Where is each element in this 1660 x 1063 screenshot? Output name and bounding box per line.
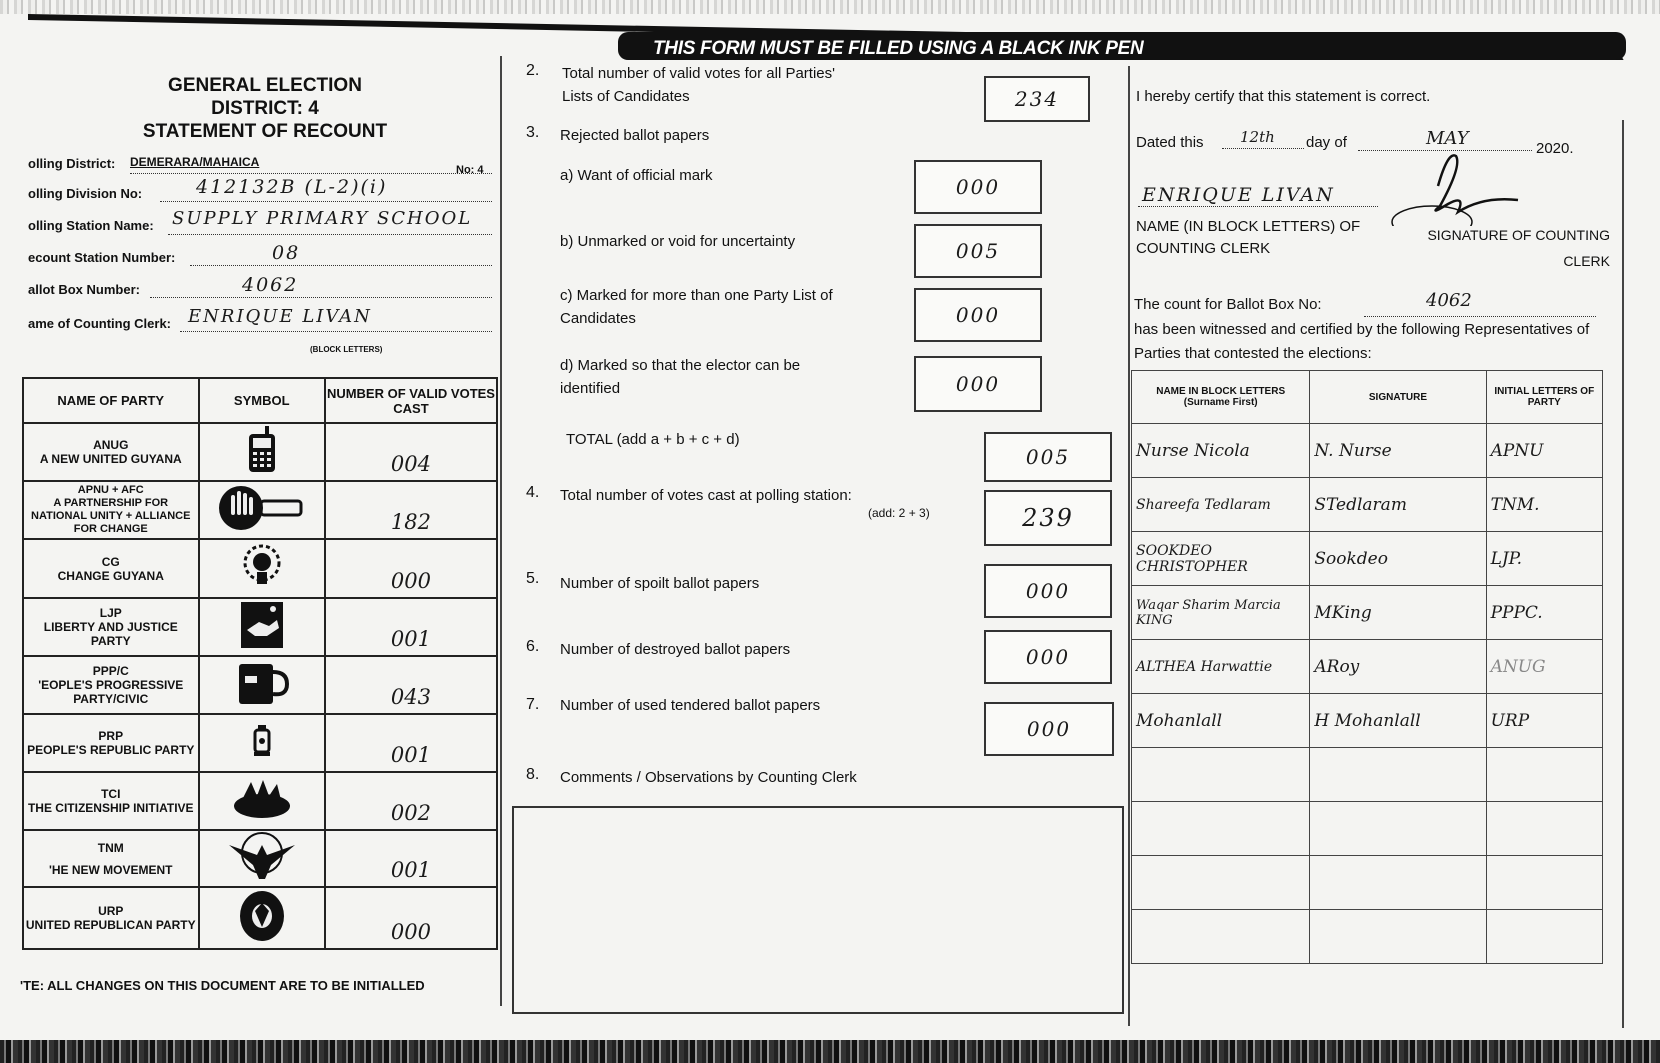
votes-cell: 001 <box>325 830 497 887</box>
header-symbol: SYMBOL <box>199 378 325 423</box>
ballot-box-label: allot Box Number: <box>28 282 140 297</box>
item-3d-text: d) Marked so that the elector can be identified <box>560 357 801 397</box>
votes-cell: 043 <box>325 656 497 714</box>
name-label: NAME (IN BLOCK LETTERS) OF COUNTING CLERK <box>1136 218 1361 257</box>
rep-signature[interactable] <box>1310 802 1486 856</box>
votes-cell: 000 <box>325 539 497 598</box>
divider-left <box>500 56 502 1006</box>
title-line-2: DISTRICT: 4 <box>211 98 319 119</box>
clerk-name-line <box>1138 206 1378 207</box>
item-8-number: 8. <box>526 766 540 783</box>
polling-station-value: SUPPLY PRIMARY SCHOOL <box>172 208 473 229</box>
item-7-text: Number of used tendered ballot papers <box>560 697 821 714</box>
rep-signature: ARoy <box>1310 640 1486 694</box>
district-number: No: 4 <box>456 164 484 176</box>
rep-row <box>1132 748 1603 802</box>
phone-icon <box>199 423 325 481</box>
party-fullname: LIBERTY AND JUSTICE PARTY <box>43 620 178 648</box>
party-abbr: PRP <box>98 729 124 743</box>
item-7-number: 7. <box>526 696 540 713</box>
rep-signature: N. Nurse <box>1310 424 1486 478</box>
rep-party: TNM. <box>1486 478 1602 532</box>
emblem-icon <box>199 887 325 949</box>
reps-header-signature: SIGNATURE <box>1310 371 1486 424</box>
votes-cell: 004 <box>325 423 497 481</box>
lantern-icon <box>199 714 325 772</box>
votes-cell: 001 <box>325 598 497 656</box>
rep-row <box>1132 586 1603 640</box>
witness-text: has been witnessed and certified by the following Representatives of Parties that contested the elections: <box>1134 321 1590 362</box>
item-3a-text: a) Want of official mark <box>560 167 713 184</box>
party-fullname: UNITED REPUBLICAN PARTY <box>25 918 196 932</box>
divider-outer-right <box>1622 120 1624 1028</box>
tendered-ballots-box: 000 <box>984 702 1114 756</box>
rep-name: SOOKDEO CHRISTOPHER <box>1132 532 1310 586</box>
banner-text: THIS FORM MUST BE FILLED USING A BLACK INK PEN <box>653 38 1144 59</box>
rep-name: Waqar Sharim Marcia KING <box>1132 586 1310 640</box>
cup-icon <box>199 656 325 714</box>
count-box-line <box>1364 316 1596 317</box>
changes-note: 'TE: ALL CHANGES ON THIS DOCUMENT ARE TO BE INITIALLED <box>20 978 425 993</box>
party-fullname: A PARTNERSHIP FOR NATIONAL UNITY + ALLIANCE FOR CHANGE <box>31 497 191 535</box>
rep-row <box>1132 694 1603 748</box>
votes-cell: 182 <box>325 481 497 539</box>
party-cell <box>23 714 199 772</box>
rep-name[interactable] <box>1132 748 1310 802</box>
party-fullname: A NEW UNITED GUYANA <box>39 452 182 466</box>
rep-party: URP <box>1486 694 1602 748</box>
party-abbr: TCI <box>101 787 121 801</box>
elector-identified-box: 000 <box>914 356 1042 412</box>
dated-year: 2020. <box>1536 140 1574 157</box>
spoilt-ballots-box: 000 <box>984 564 1112 618</box>
header-party-name: NAME OF PARTY <box>23 378 199 423</box>
rep-signature[interactable] <box>1310 856 1486 910</box>
party-row <box>23 656 497 714</box>
rep-row <box>1132 856 1603 910</box>
recount-station-value: 08 <box>272 242 301 264</box>
clerk-block-name: ENRIQUE LIVAN <box>1142 184 1335 206</box>
party-abbr: TNM <box>97 840 124 855</box>
rep-row <box>1132 640 1603 694</box>
party-row <box>23 598 497 656</box>
clerk-line <box>180 331 492 332</box>
rep-row <box>1132 802 1603 856</box>
party-abbr: CG <box>101 554 120 569</box>
block-letters-note: (BLOCK LETTERS) <box>310 345 383 354</box>
party-fullname: 'HE NEW MOVEMENT <box>48 862 173 877</box>
valid-votes-box: 234 <box>984 76 1090 122</box>
party-row <box>23 539 497 598</box>
party-abbr: URP <box>98 904 124 918</box>
recount-station-label: ecount Station Number: <box>28 250 176 265</box>
rep-party: ANUG <box>1486 640 1602 694</box>
dated-month: MAY <box>1426 128 1469 149</box>
dated-label: Dated this <box>1136 134 1204 151</box>
want-official-mark-box: 000 <box>914 160 1042 214</box>
divider-right <box>1128 66 1130 1026</box>
rejected-total-box: 005 <box>984 432 1112 482</box>
party-cell <box>23 481 199 539</box>
item-6-text: Number of destroyed ballot papers <box>560 641 791 658</box>
rep-name: Nurse Nicola <box>1132 424 1310 478</box>
rep-signature[interactable] <box>1310 748 1486 802</box>
rep-signature[interactable] <box>1310 910 1486 964</box>
rep-row <box>1132 478 1603 532</box>
rep-name[interactable] <box>1132 910 1310 964</box>
rep-signature: H Mohanlall <box>1310 694 1486 748</box>
recount-line <box>190 265 492 266</box>
item-5-number: 5. <box>526 570 540 587</box>
more-than-one-box: 000 <box>914 288 1042 342</box>
handshake-icon <box>199 598 325 656</box>
count-label: The count for Ballot Box No: <box>1134 296 1322 313</box>
item-3c-text: c) Marked for more than one Party List of Candidates <box>560 287 833 327</box>
party-cell <box>23 830 199 887</box>
votes-cell: 001 <box>325 714 497 772</box>
party-cell <box>23 656 199 714</box>
party-abbr: APNU + AFC <box>77 484 144 496</box>
reps-header-party: INITIAL LETTERS OF PARTY <box>1486 371 1602 424</box>
representatives-table <box>1131 370 1603 964</box>
certify-statement: I hereby certify that this statement is correct. <box>1136 88 1431 105</box>
dated-day: 12th <box>1240 128 1275 146</box>
clerk-signature <box>1388 146 1528 226</box>
signature-label: SIGNATURE OF COUNTING CLERK <box>1427 227 1610 269</box>
division-line <box>160 201 492 202</box>
polling-division-value: 412132B (L-2)(i) <box>196 176 388 198</box>
count-box-number: 4062 <box>1426 290 1472 311</box>
polling-district-label: olling District: <box>28 156 116 171</box>
item-4-number: 4. <box>526 484 540 501</box>
rep-signature: Sookdeo <box>1310 532 1486 586</box>
party-cell <box>23 772 199 830</box>
district-line <box>130 173 492 174</box>
party-abbr: PPP/C <box>92 664 129 678</box>
party-fullname: 'EOPLE'S PROGRESSIVE PARTY/CIVIC <box>38 678 184 706</box>
item-5-text: Number of spoilt ballot papers <box>560 575 760 592</box>
party-cell <box>23 598 199 656</box>
scan-noise-bottom <box>0 1040 1660 1063</box>
form-banner <box>28 14 1628 60</box>
party-row <box>23 830 497 887</box>
rep-party: PPPC. <box>1486 586 1602 640</box>
item-3b-text: b) Unmarked or void for uncertainty <box>560 233 796 250</box>
header-votes: NUMBER OF VALID VOTES CAST <box>325 378 497 423</box>
dated-day-line <box>1222 148 1304 149</box>
party-fullname: THE CITIZENSHIP INITIATIVE <box>27 801 194 815</box>
hand-key-icon <box>199 481 325 539</box>
rep-signature: MKing <box>1310 586 1486 640</box>
destroyed-ballots-box: 000 <box>984 630 1112 684</box>
rep-row <box>1132 532 1603 586</box>
votes-cell: 002 <box>325 772 497 830</box>
rep-name: Mohanlall <box>1132 694 1310 748</box>
clerk-value: ENRIQUE LIVAN <box>188 306 372 327</box>
party-fullname: CHANGE GUYANA <box>57 568 164 583</box>
rep-party: APNU <box>1486 424 1602 478</box>
rep-name[interactable] <box>1132 802 1310 856</box>
item-2-text: Total number of valid votes for all Parties' Lists of Candidates <box>562 65 835 105</box>
eagle-icon <box>199 830 325 887</box>
rep-party: LJP. <box>1486 532 1602 586</box>
item-8-text: Comments / Observations by Counting Clerk <box>560 769 857 786</box>
rep-name: Shareefa Tedlaram <box>1132 478 1310 532</box>
party-row <box>23 423 497 481</box>
party-votes-table <box>22 377 498 950</box>
rep-row <box>1132 910 1603 964</box>
reps-header-name: NAME IN BLOCK LETTERS (Surname First) <box>1132 371 1310 424</box>
rep-signature: STedlaram <box>1310 478 1486 532</box>
party-cell <box>23 423 199 481</box>
votes-cell: 000 <box>325 887 497 949</box>
party-abbr: LJP <box>99 606 122 620</box>
party-row <box>23 772 497 830</box>
total-votes-cast-box: 239 <box>984 490 1112 546</box>
item-4-text: Total number of votes cast at polling station: <box>560 487 852 504</box>
bird-nest-icon <box>199 772 325 830</box>
party-cell <box>23 539 199 598</box>
party-cell <box>23 887 199 949</box>
rep-party[interactable] <box>1486 802 1602 856</box>
ballot-box-line <box>150 297 492 298</box>
item-3-number: 3. <box>526 124 540 141</box>
lightbulb-icon <box>199 539 325 598</box>
rep-party[interactable] <box>1486 856 1602 910</box>
item-2-number: 2. <box>526 62 540 79</box>
polling-district-value: DEMERARA/MAHAICA <box>130 155 260 169</box>
party-row <box>23 887 497 949</box>
rep-party[interactable] <box>1486 748 1602 802</box>
clerk-label: ame of Counting Clerk: <box>28 316 172 331</box>
polling-station-label: olling Station Name: <box>28 218 154 233</box>
rep-row <box>1132 424 1603 478</box>
rep-name[interactable] <box>1132 856 1310 910</box>
ballot-box-value: 4062 <box>242 274 299 296</box>
comments-box[interactable] <box>512 806 1124 1014</box>
polling-division-label: olling Division No: <box>28 186 143 201</box>
party-row <box>23 481 497 539</box>
party-fullname: PEOPLE'S REPUBLIC PARTY <box>27 743 195 757</box>
party-row <box>23 714 497 772</box>
rep-party[interactable] <box>1486 910 1602 964</box>
rep-name: ALTHEA Harwattie <box>1132 640 1310 694</box>
party-abbr: ANUG <box>93 438 129 452</box>
station-line <box>168 234 492 235</box>
title-line-1: GENERAL ELECTION <box>168 75 362 96</box>
title-line-3: STATEMENT OF RECOUNT <box>142 121 388 142</box>
item-3-text: Rejected ballot papers <box>560 127 710 144</box>
item-6-number: 6. <box>526 638 540 655</box>
scan-noise-top <box>0 0 1660 14</box>
form-title <box>120 74 410 143</box>
unmarked-box: 005 <box>914 224 1042 278</box>
rejected-total-text: TOTAL (add a + b + c + d) <box>566 431 740 448</box>
item-4-add-note: (add: 2 + 3) <box>868 506 930 520</box>
day-of-label: day of <box>1306 134 1347 151</box>
